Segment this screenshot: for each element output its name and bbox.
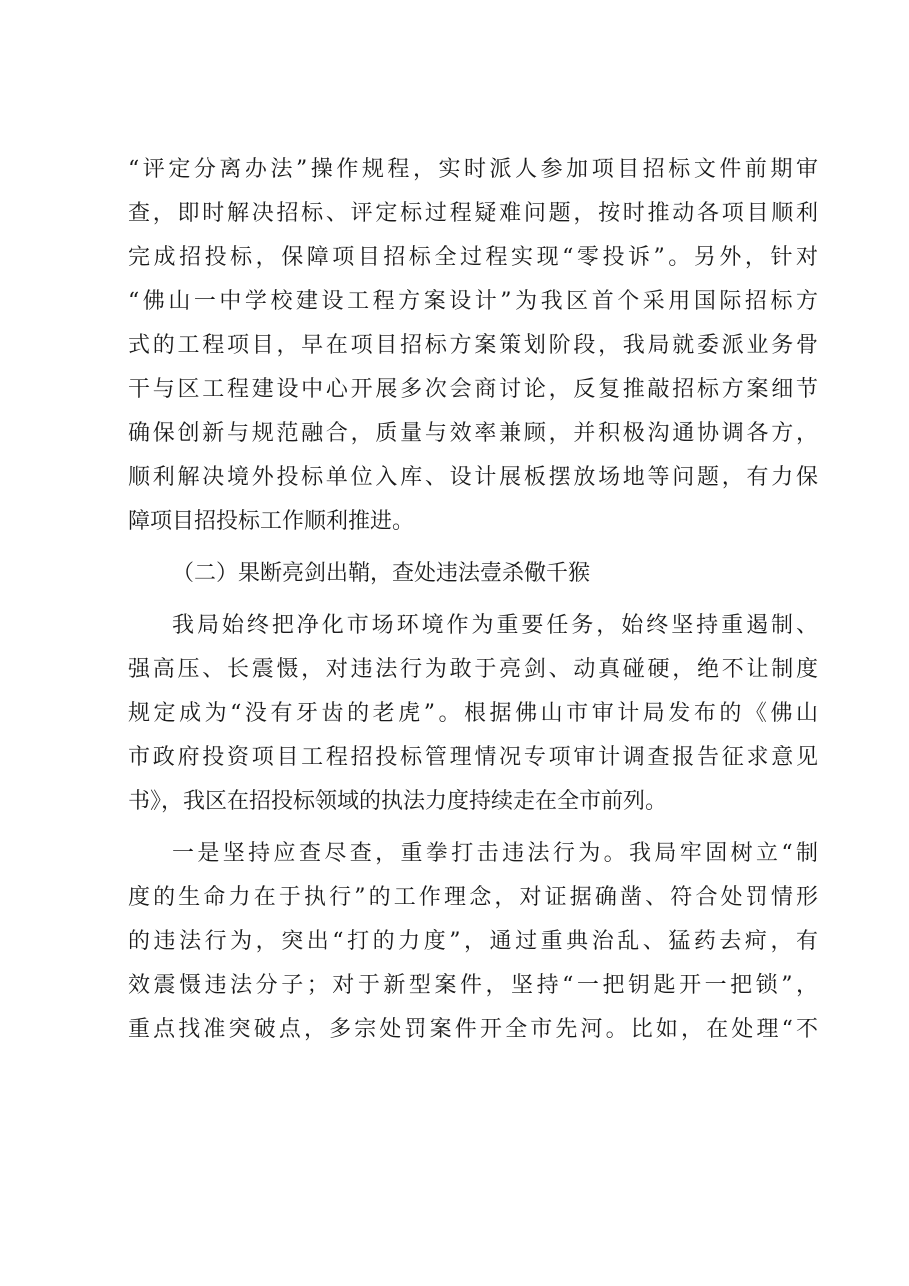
text-line: 完成招投标，保障项目招标全过程实现“零投诉”。另外，针对 bbox=[128, 245, 818, 270]
text-line: 确保创新与规范融合，质量与效率兼顾，并积极沟通协调各方， bbox=[128, 421, 818, 446]
text-line: 式的工程项目，早在项目招标方案策划阶段，我局就委派业务骨 bbox=[128, 333, 818, 358]
text-line: 一是坚持应查尽查，重拳打击违法行为。我局牢固树立“制 bbox=[172, 841, 818, 866]
text-line: 强高压、长震慑，对违法行为敢于亮剑、动真碰硬，绝不让制度 bbox=[128, 657, 818, 682]
text-line: 干与区工程建设中心开展多次会商讨论，反复推敲招标方案细节 bbox=[128, 377, 818, 402]
document-body bbox=[128, 148, 818, 1060]
text-line: 效震慑违法分子；对于新型案件，坚持“一把钥匙开一把锁”， bbox=[128, 973, 818, 998]
text-line: 的违法行为，突出“打的力度”，通过重典治乱、猛药去疴，有 bbox=[128, 929, 818, 954]
text-line: “评定分离办法”操作规程，实时派人参加项目招标文件前期审 bbox=[128, 157, 818, 182]
text-line: 障项目招投标工作顺利推进。 bbox=[128, 509, 415, 534]
text-line: 我局始终把净化市场环境作为重要任务，始终坚持重遏制、 bbox=[172, 613, 818, 638]
text-line: 顺利解决境外投标单位入库、设计展板摆放场地等问题，有力保 bbox=[128, 465, 818, 490]
text-line: 市政府投资项目工程招投标管理情况专项审计调查报告征求意见 bbox=[128, 745, 818, 770]
text-line: 重点找准突破点，多宗处罚案件开全市先河。比如，在处理“不 bbox=[128, 1017, 818, 1042]
paragraph-bidding-procedure bbox=[128, 148, 818, 544]
section-heading-text: （二）果断亮剑出鞘，查处违法壹杀儆千猴 bbox=[172, 561, 591, 586]
paragraph-market-environment bbox=[128, 604, 818, 824]
section-heading bbox=[128, 552, 818, 596]
text-line: 查，即时解决招标、评定标过程疑难问题，按时推动各项目顺利 bbox=[128, 201, 818, 226]
text-line: “佛山一中学校建设工程方案设计”为我区首个采用国际招标方 bbox=[128, 289, 818, 314]
text-line: 度的生命力在于执行”的工作理念，对证据确凿、符合处罚情形 bbox=[128, 885, 818, 910]
text-line: 规定成为“没有牙齿的老虎”。根据佛山市审计局发布的《佛山 bbox=[128, 701, 818, 726]
text-line: 书》，我区在招投标领域的执法力度持续走在全市前列。 bbox=[128, 789, 668, 814]
paragraph-enforcement bbox=[128, 832, 818, 1052]
